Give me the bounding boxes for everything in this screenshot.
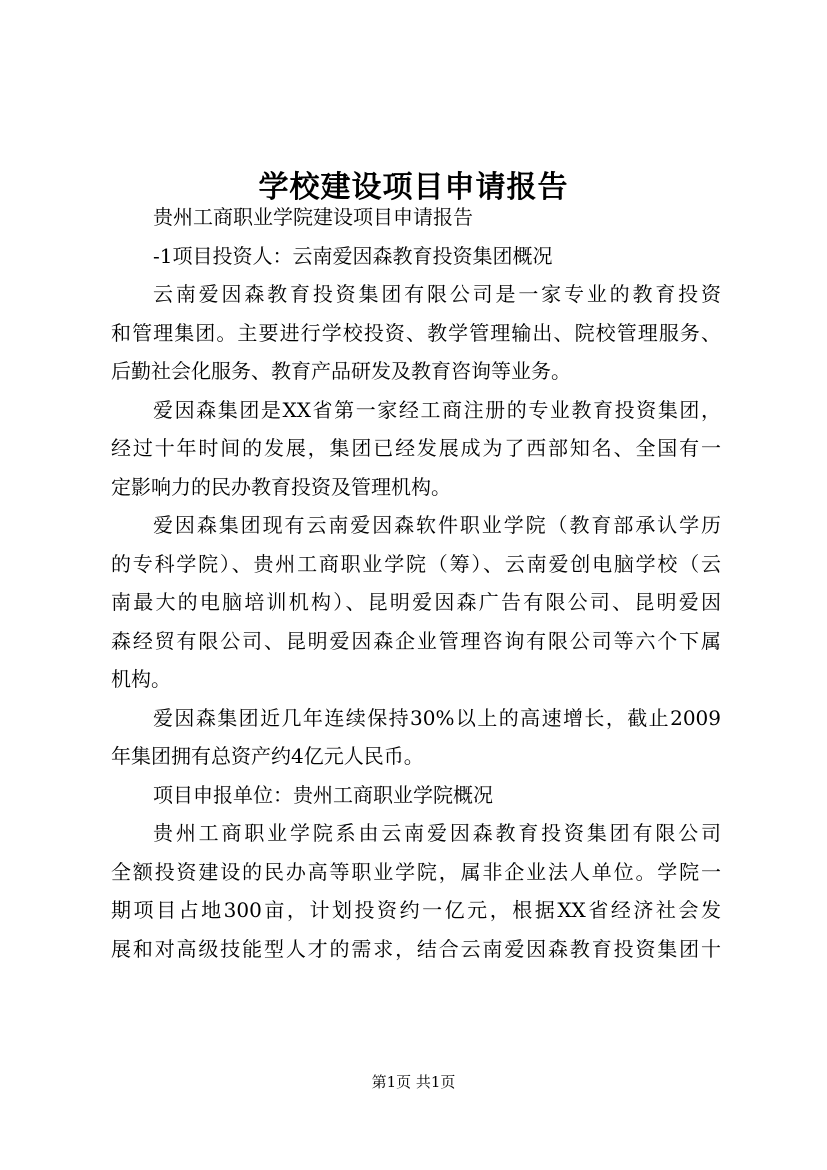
text-line: 全额投资建设的民办高等职业学院，属非企业法人单位。学院一: [111, 859, 721, 884]
page-footer: 第1页 共1页: [371, 1073, 456, 1091]
paragraph-applicant-heading: [111, 776, 721, 815]
text-line: 和管理集团。主要进行学校投资、教学管理输出、院校管理服务、: [111, 320, 721, 345]
text-line: 的专科学院）、贵州工商职业学院（筹）、云南爱创电脑学校（云: [111, 551, 721, 576]
document-title: 学校建设项目申请报告: [258, 170, 569, 206]
text-line: 后勤社会化服务、教育产品研发及教育咨询等业务。: [111, 359, 571, 383]
text-line: 南最大的电脑培训机构）、昆明爱因森广告有限公司、昆明爱因: [111, 590, 721, 614]
paragraph-college-overview: [111, 814, 721, 968]
text-line: 贵州工商职业学院建设项目申请报告: [153, 205, 473, 229]
paragraph-growth: [111, 699, 721, 776]
text-line: 经过十年时间的发展，集团已经发展成为了西部知名、全国有一: [111, 436, 721, 460]
text-line: 森经贸有限公司、昆明爱因森企业管理咨询有限公司等六个下属: [111, 628, 721, 653]
paragraph-investor-heading: [111, 237, 721, 276]
text-line: 爱因森集团近几年连续保持30%以上的高速增长，截止2009: [153, 705, 721, 730]
text-line: 爱因森集团现有云南爱因森软件职业学院（教育部承认学历: [153, 513, 721, 537]
paragraph-group-development: [111, 391, 721, 507]
text-line: 机构。: [111, 667, 171, 691]
paragraph-group-intro: [111, 275, 721, 391]
text-line: 贵州工商职业学院系由云南爱因森教育投资集团有限公司: [153, 821, 721, 845]
text-line: 期项目占地300亩，计划投资约一亿元，根据XX省经济社会发: [111, 898, 721, 922]
text-line: 年集团拥有总资产约4亿元人民币。: [111, 744, 424, 768]
paragraph-subsidiaries: [111, 506, 721, 699]
text-line: 云南爱因森教育投资集团有限公司是一家专业的教育投资: [153, 282, 721, 306]
text-line: 定影响力的民办教育投资及管理机构。: [111, 474, 451, 499]
text-line: -1项目投资人：云南爱因森教育投资集团概况: [153, 243, 553, 268]
paragraph-report-subtitle: [111, 198, 721, 237]
text-line: 展和对高级技能型人才的需求，结合云南爱因森教育投资集团十: [111, 936, 721, 961]
text-line: 项目申报单位：贵州工商职业学院概况: [153, 782, 493, 807]
text-line: 爱因森集团是XX省第一家经工商注册的专业教育投资集团，: [153, 397, 721, 422]
document-body: [111, 198, 721, 968]
